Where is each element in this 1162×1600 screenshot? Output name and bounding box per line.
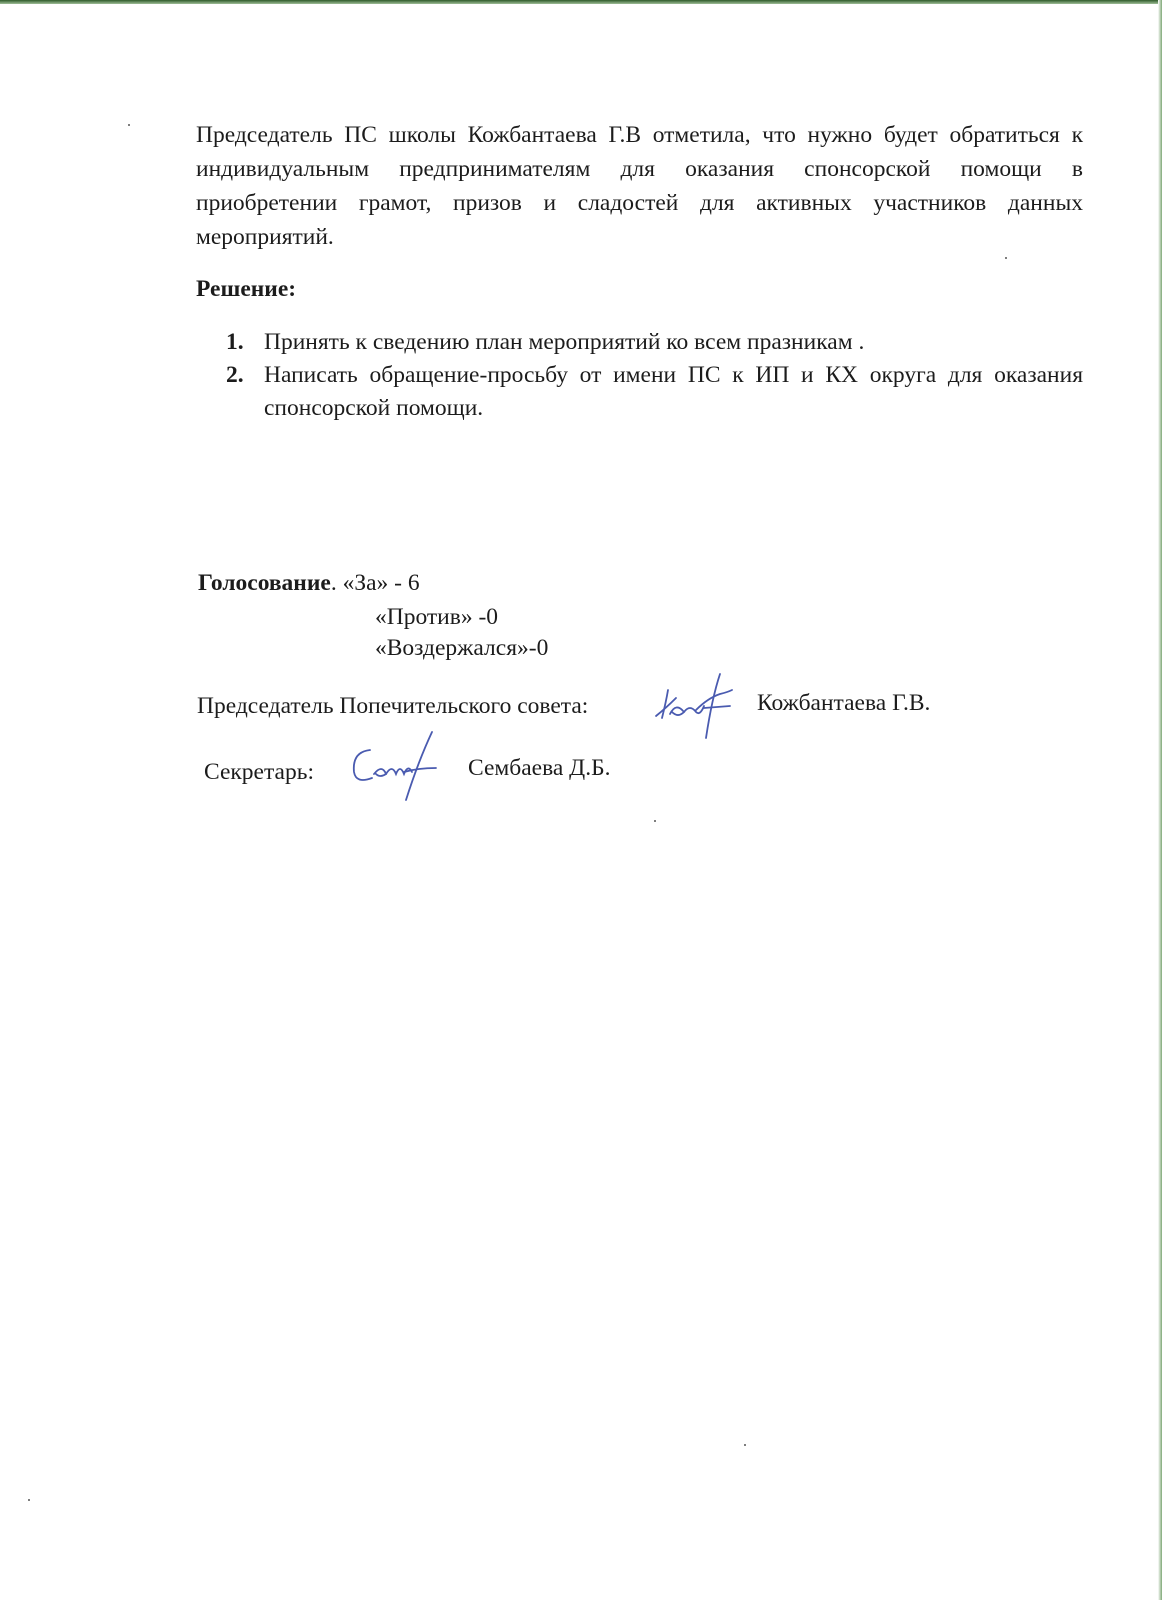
secretary-role: Секретарь:	[204, 759, 314, 785]
vote-line	[198, 570, 420, 597]
list-item-text: Принять к сведению план мероприятий ко всем празникам .	[264, 329, 865, 355]
secretary-signature	[344, 728, 440, 808]
scan-edge-top	[0, 0, 1162, 4]
list-item-text: Написать обращение-просьбу от имени ПС к ИП и КХ округа для оказания спонсорской помощи.	[264, 362, 1083, 421]
scan-speck	[28, 1499, 30, 1501]
chairman-role: Председатель Попечительского совета:	[197, 693, 589, 719]
vote-for: . «За» - 6	[330, 570, 420, 596]
chairman-signature	[648, 668, 738, 746]
list-item-number: 1.	[226, 329, 244, 355]
scan-speck	[128, 124, 130, 126]
vote-against: «Против» -0	[375, 604, 499, 630]
decision-list	[226, 326, 1083, 425]
list-item-number: 2.	[226, 362, 244, 388]
body-paragraph: Председатель ПС школы Кожбантаева Г.В отметила, что нужно будет обратиться к индивидуальным предпринимателям для оказания спонсорской помощи в приобретении грамот, призов и сладостей для активных участников данных мероприятий.	[196, 122, 1083, 250]
list-item	[226, 359, 1083, 425]
secretary-name: Сембаева Д.Б.	[468, 755, 611, 781]
vote-label: Голосование	[198, 570, 331, 596]
chairman-name: Кожбантаева Г.В.	[757, 690, 931, 716]
scan-speck	[654, 820, 656, 822]
scan-edge-right	[1158, 0, 1162, 1600]
decision-heading: Решение:	[196, 276, 297, 302]
vote-abstained: «Воздержался»-0	[375, 635, 549, 661]
document-page	[0, 2, 1162, 1600]
scan-speck	[744, 1444, 746, 1446]
list-item	[226, 326, 1083, 359]
scan-speck	[1005, 257, 1007, 259]
